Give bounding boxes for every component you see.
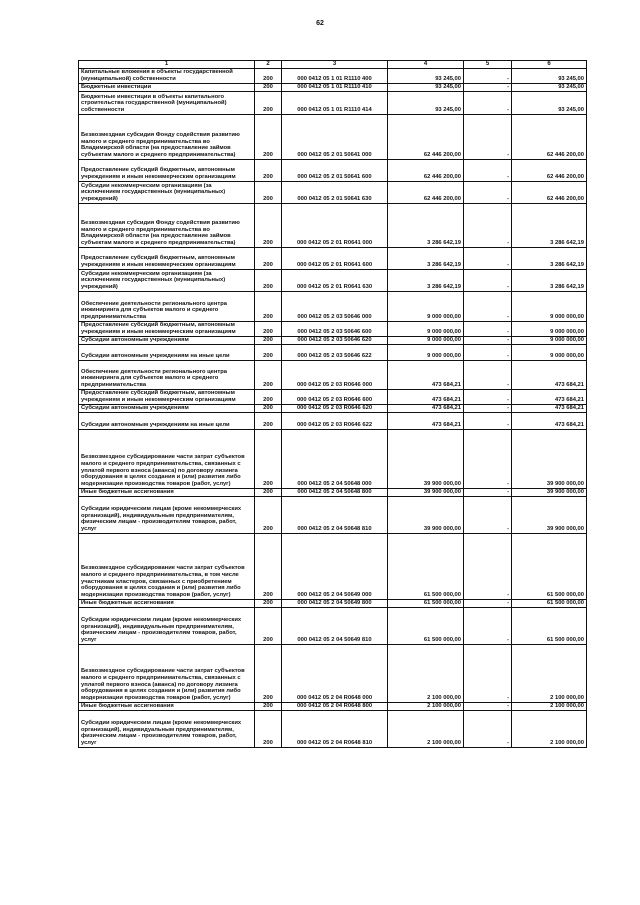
row-col5-cell: - — [464, 337, 512, 345]
row-admin-code-cell: 200 — [255, 645, 282, 703]
row-name-cell: Предоставление субсидий бюджетным, автономным учреждениям и иным некоммерческим организациям — [79, 160, 255, 182]
row-budget-code-cell: 000 0412 05 1 01 R1110 414 — [282, 92, 388, 115]
row-name-cell: Субсидии автономным учреждениям — [79, 337, 255, 345]
row-name-cell: Безвозмездное субсидирование части затрат субъектов малого и среднего предпринимательства, связанных с уплатой первого взноса (аванса) по договору лизинга оборудования в целях создания и (или) развития либо модернизации производства товаров (работ, услуг) — [79, 645, 255, 703]
row-amount-cell: 3 286 642,19 — [388, 204, 464, 248]
row-total-cell: 93 245,00 — [512, 84, 587, 92]
row-budget-code-cell: 000 0412 05 2 03 R0646 000 — [282, 361, 388, 390]
row-admin-code-cell: 200 — [255, 361, 282, 390]
row-amount-cell: 9 000 000,00 — [388, 292, 464, 322]
row-name-cell: Безвозмездное субсидирование части затрат субъектов малого и среднего предпринимательства, связанных с уплатой первого взноса (аванса) по договору лизинга оборудования в целях создания и (или) развития либо модернизации производства товаров (работ, услуг) — [79, 430, 255, 489]
row-col5-cell: - — [464, 322, 512, 337]
row-admin-code-cell: 200 — [255, 204, 282, 248]
row-amount-cell: 39 900 000,00 — [388, 430, 464, 489]
row-name-cell: Безвозмездная субсидия Фонду содействия развитию малого и среднего предпринимательства во Владимирской области (на предоставление займов субъектам малого и среднего предпринимательства) — [79, 204, 255, 248]
row-name-cell: Субсидии юридическим лицам (кроме некоммерческих организаций), индивидуальным предпринимателям, физическим лицам - производителям товаров, работ, услуг — [79, 711, 255, 748]
row-name-cell: Субсидии некоммерческим организациям (за исключением государственных (муниципальных) учреждений) — [79, 270, 255, 292]
row-total-cell: 61 500 000,00 — [512, 608, 587, 645]
row-total-cell: 61 500 000,00 — [512, 600, 587, 608]
row-col5-cell: - — [464, 248, 512, 270]
table-row — [79, 115, 587, 160]
row-amount-cell: 61 500 000,00 — [388, 608, 464, 645]
row-admin-code-cell: 200 — [255, 489, 282, 497]
row-name-cell: Безвозмездное субсидирование части затрат субъектов малого и среднего предпринимательства, в том числе участникам кластеров, связанных с приобретением оборудования в целях создания и (или) развития либо модернизации производства товаров (работ, услуг) — [79, 534, 255, 600]
row-name-cell: Субсидии автономным учреждениям — [79, 405, 255, 413]
row-amount-cell: 9 000 000,00 — [388, 345, 464, 361]
row-col5-cell: - — [464, 204, 512, 248]
row-total-cell: 473 684,21 — [512, 361, 587, 390]
table-header-row — [79, 61, 587, 69]
table-row — [79, 534, 587, 600]
column-header: 2 — [255, 61, 282, 69]
row-admin-code-cell: 200 — [255, 390, 282, 405]
row-col5-cell: - — [464, 711, 512, 748]
row-col5-cell: - — [464, 600, 512, 608]
row-admin-code-cell: 200 — [255, 337, 282, 345]
row-total-cell: 2 100 000,00 — [512, 645, 587, 703]
row-admin-code-cell: 200 — [255, 292, 282, 322]
table-body — [79, 69, 587, 748]
row-amount-cell: 93 245,00 — [388, 84, 464, 92]
table-row — [79, 92, 587, 115]
row-col5-cell: - — [464, 345, 512, 361]
row-col5-cell: - — [464, 703, 512, 711]
row-amount-cell: 473 684,21 — [388, 390, 464, 405]
row-total-cell: 2 100 000,00 — [512, 703, 587, 711]
table-row — [79, 337, 587, 345]
row-col5-cell: - — [464, 115, 512, 160]
row-col5-cell: - — [464, 292, 512, 322]
row-name-cell: Предоставление субсидий бюджетным, автономным учреждениям и иным некоммерческим организациям — [79, 322, 255, 337]
table-row — [79, 413, 587, 430]
table-row — [79, 405, 587, 413]
row-budget-code-cell: 000 0412 05 2 03 R0646 622 — [282, 413, 388, 430]
table-row — [79, 497, 587, 534]
row-name-cell: Субсидии некоммерческим организациям (за исключением государственных (муниципальных) учреждений) — [79, 182, 255, 204]
row-col5-cell: - — [464, 390, 512, 405]
row-total-cell: 9 000 000,00 — [512, 292, 587, 322]
page-number: 62 — [316, 20, 324, 27]
table-row — [79, 390, 587, 405]
row-name-cell: Субсидии автономным учреждениям на иные цели — [79, 345, 255, 361]
row-amount-cell: 93 245,00 — [388, 69, 464, 84]
row-budget-code-cell: 000 0412 05 2 01 50641 600 — [282, 160, 388, 182]
row-total-cell: 62 446 200,00 — [512, 160, 587, 182]
row-admin-code-cell: 200 — [255, 182, 282, 204]
row-col5-cell: - — [464, 361, 512, 390]
row-name-cell: Капитальные вложения в объекты государственной (муниципальной) собственности — [79, 69, 255, 84]
table-row — [79, 322, 587, 337]
budget-table — [78, 60, 587, 748]
row-budget-code-cell: 000 0412 05 1 01 R1110 410 — [282, 84, 388, 92]
row-budget-code-cell: 000 0412 05 2 03 50646 000 — [282, 292, 388, 322]
row-budget-code-cell: 000 0412 05 2 01 R0641 600 — [282, 248, 388, 270]
row-admin-code-cell: 200 — [255, 405, 282, 413]
table-row — [79, 182, 587, 204]
row-amount-cell: 39 900 000,00 — [388, 489, 464, 497]
row-name-cell: Иные бюджетные ассигнования — [79, 600, 255, 608]
row-admin-code-cell: 200 — [255, 600, 282, 608]
row-amount-cell: 62 446 200,00 — [388, 182, 464, 204]
table-row — [79, 270, 587, 292]
row-admin-code-cell: 200 — [255, 69, 282, 84]
row-total-cell: 3 286 642,19 — [512, 270, 587, 292]
row-col5-cell: - — [464, 534, 512, 600]
row-admin-code-cell: 200 — [255, 322, 282, 337]
table-row — [79, 600, 587, 608]
row-total-cell: 93 245,00 — [512, 92, 587, 115]
row-admin-code-cell: 200 — [255, 92, 282, 115]
row-budget-code-cell: 000 0412 05 2 03 R0646 620 — [282, 405, 388, 413]
row-admin-code-cell: 200 — [255, 248, 282, 270]
row-col5-cell: - — [464, 497, 512, 534]
row-admin-code-cell: 200 — [255, 115, 282, 160]
row-amount-cell: 3 286 642,19 — [388, 248, 464, 270]
row-name-cell: Безвозмездная субсидия Фонду содействия развитию малого и среднего предпринимательства во Владимирской области (на предоставление займов субъектам малого и среднего предпринимательства) — [79, 115, 255, 160]
row-budget-code-cell: 000 0412 05 2 04 R0648 000 — [282, 645, 388, 703]
row-budget-code-cell: 000 0412 05 2 04 R0648 810 — [282, 711, 388, 748]
row-amount-cell: 2 100 000,00 — [388, 645, 464, 703]
row-budget-code-cell: 000 0412 05 2 04 50649 800 — [282, 600, 388, 608]
row-name-cell: Предоставление субсидий бюджетным, автономным учреждениям и иным некоммерческим организациям — [79, 390, 255, 405]
row-total-cell: 473 684,21 — [512, 390, 587, 405]
row-amount-cell: 93 245,00 — [388, 92, 464, 115]
row-total-cell: 62 446 200,00 — [512, 182, 587, 204]
row-col5-cell: - — [464, 182, 512, 204]
table-row — [79, 160, 587, 182]
row-budget-code-cell: 000 0412 05 2 01 50641 000 — [282, 115, 388, 160]
row-col5-cell: - — [464, 430, 512, 489]
column-header: 1 — [79, 61, 255, 69]
row-col5-cell: - — [464, 413, 512, 430]
table-row — [79, 69, 587, 84]
row-admin-code-cell: 200 — [255, 84, 282, 92]
row-admin-code-cell: 200 — [255, 497, 282, 534]
row-total-cell: 39 900 000,00 — [512, 489, 587, 497]
row-admin-code-cell: 200 — [255, 160, 282, 182]
row-total-cell: 3 286 642,19 — [512, 248, 587, 270]
row-budget-code-cell: 000 0412 05 2 04 50648 800 — [282, 489, 388, 497]
row-col5-cell: - — [464, 489, 512, 497]
row-amount-cell: 61 500 000,00 — [388, 534, 464, 600]
row-budget-code-cell: 000 0412 05 2 03 50646 600 — [282, 322, 388, 337]
row-budget-code-cell: 000 0412 05 2 04 50649 000 — [282, 534, 388, 600]
row-name-cell: Предоставление субсидий бюджетным, автономным учреждениям и иным некоммерческим организациям — [79, 248, 255, 270]
row-budget-code-cell: 000 0412 05 2 04 50649 810 — [282, 608, 388, 645]
row-name-cell: Иные бюджетные ассигнования — [79, 703, 255, 711]
row-amount-cell: 2 100 000,00 — [388, 703, 464, 711]
row-admin-code-cell: 200 — [255, 703, 282, 711]
row-name-cell: Бюджетные инвестиции — [79, 84, 255, 92]
column-header: 3 — [282, 61, 388, 69]
table-row — [79, 361, 587, 390]
row-col5-cell: - — [464, 160, 512, 182]
table-row — [79, 711, 587, 748]
table-row — [79, 84, 587, 92]
row-amount-cell: 9 000 000,00 — [388, 337, 464, 345]
row-budget-code-cell: 000 0412 05 2 01 50641 630 — [282, 182, 388, 204]
row-total-cell: 9 000 000,00 — [512, 345, 587, 361]
row-total-cell: 473 684,21 — [512, 413, 587, 430]
row-name-cell: Обеспечение деятельности регионального центра инжиниринга для субъектов малого и среднего предпринимательства — [79, 361, 255, 390]
row-name-cell: Обеспечение деятельности регионального центра инжиниринга для субъектов малого и среднего предпринимательства — [79, 292, 255, 322]
row-total-cell: 61 500 000,00 — [512, 534, 587, 600]
row-budget-code-cell: 000 0412 05 2 04 50648 810 — [282, 497, 388, 534]
column-header: 5 — [464, 61, 512, 69]
column-header: 6 — [512, 61, 587, 69]
row-admin-code-cell: 200 — [255, 345, 282, 361]
row-budget-code-cell: 000 0412 05 2 04 R0648 800 — [282, 703, 388, 711]
table-row — [79, 703, 587, 711]
table-row — [79, 489, 587, 497]
row-budget-code-cell: 000 0412 05 2 03 50646 622 — [282, 345, 388, 361]
row-admin-code-cell: 200 — [255, 608, 282, 645]
row-amount-cell: 62 446 200,00 — [388, 160, 464, 182]
row-amount-cell: 473 684,21 — [388, 361, 464, 390]
row-col5-cell: - — [464, 608, 512, 645]
table-row — [79, 608, 587, 645]
row-name-cell: Иные бюджетные ассигнования — [79, 489, 255, 497]
row-name-cell: Субсидии юридическим лицам (кроме некоммерческих организаций), индивидуальным предпринимателям, физическим лицам - производителям товаров, работ, услуг — [79, 608, 255, 645]
row-amount-cell: 473 684,21 — [388, 405, 464, 413]
row-amount-cell: 62 446 200,00 — [388, 115, 464, 160]
row-total-cell: 93 245,00 — [512, 69, 587, 84]
row-col5-cell: - — [464, 92, 512, 115]
row-name-cell: Бюджетные инвестиции в объекты капитального строительства государственной (муниципальной) собственности — [79, 92, 255, 115]
table-row — [79, 430, 587, 489]
row-name-cell: Субсидии юридическим лицам (кроме некоммерческих организаций), индивидуальным предпринимателям, физическим лицам - производителям товаров, работ, услуг — [79, 497, 255, 534]
row-budget-code-cell: 000 0412 05 2 01 R0641 000 — [282, 204, 388, 248]
row-total-cell: 3 286 642,19 — [512, 204, 587, 248]
row-col5-cell: - — [464, 270, 512, 292]
row-col5-cell: - — [464, 69, 512, 84]
row-col5-cell: - — [464, 84, 512, 92]
row-total-cell: 9 000 000,00 — [512, 337, 587, 345]
table-row — [79, 292, 587, 322]
row-budget-code-cell: 000 0412 05 2 04 50648 000 — [282, 430, 388, 489]
row-col5-cell: - — [464, 645, 512, 703]
row-total-cell: 9 000 000,00 — [512, 322, 587, 337]
row-budget-code-cell: 000 0412 05 1 01 R1110 400 — [282, 69, 388, 84]
row-admin-code-cell: 200 — [255, 413, 282, 430]
row-admin-code-cell: 200 — [255, 430, 282, 489]
row-col5-cell: - — [464, 405, 512, 413]
row-admin-code-cell: 200 — [255, 534, 282, 600]
row-name-cell: Субсидии автономным учреждениям на иные цели — [79, 413, 255, 430]
row-admin-code-cell: 200 — [255, 270, 282, 292]
row-budget-code-cell: 000 0412 05 2 01 R0641 630 — [282, 270, 388, 292]
row-amount-cell: 2 100 000,00 — [388, 711, 464, 748]
row-budget-code-cell: 000 0412 05 2 03 R0646 600 — [282, 390, 388, 405]
column-header: 4 — [388, 61, 464, 69]
table-row — [79, 645, 587, 703]
table-row — [79, 345, 587, 361]
row-total-cell: 39 900 000,00 — [512, 497, 587, 534]
row-admin-code-cell: 200 — [255, 711, 282, 748]
row-total-cell: 39 900 000,00 — [512, 430, 587, 489]
table-row — [79, 204, 587, 248]
row-amount-cell: 61 500 000,00 — [388, 600, 464, 608]
row-total-cell: 2 100 000,00 — [512, 711, 587, 748]
row-budget-code-cell: 000 0412 05 2 03 50646 620 — [282, 337, 388, 345]
row-total-cell: 473 684,21 — [512, 405, 587, 413]
table-row — [79, 248, 587, 270]
row-total-cell: 62 446 200,00 — [512, 115, 587, 160]
row-amount-cell: 3 286 642,19 — [388, 270, 464, 292]
row-amount-cell: 39 900 000,00 — [388, 497, 464, 534]
row-amount-cell: 473 684,21 — [388, 413, 464, 430]
row-amount-cell: 9 000 000,00 — [388, 322, 464, 337]
